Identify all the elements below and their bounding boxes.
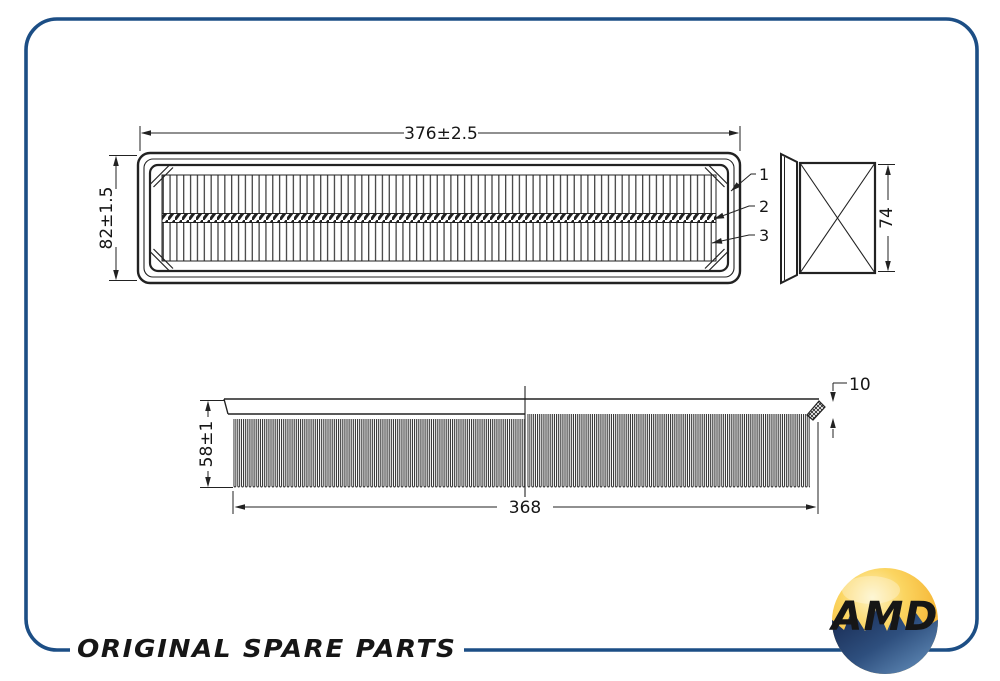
bottom-view-pleats	[233, 414, 810, 489]
dim-bottom-height-label: 58±1	[197, 420, 217, 468]
dim-side-height	[877, 165, 897, 272]
dim-bottom-length-label: 368	[508, 498, 542, 518]
amd-logo-text: AMD	[831, 594, 939, 640]
glue-band	[162, 213, 716, 223]
dim-side-height-label: 74	[877, 207, 897, 229]
top-view	[138, 153, 740, 283]
bottom-view	[224, 386, 825, 497]
bottom-view-rim	[224, 399, 819, 414]
dim-top-height	[97, 156, 137, 281]
side-view-flange	[781, 154, 797, 283]
dim-seal-thickness	[830, 375, 870, 438]
dim-top-width-label: 376±2.5	[404, 124, 478, 144]
callout-2-label: 2	[759, 197, 770, 216]
frame-border	[26, 19, 977, 663]
side-view-box	[800, 163, 875, 273]
callout-3-label: 3	[759, 226, 770, 245]
dim-top-width	[140, 124, 740, 151]
amd-logo	[829, 568, 939, 676]
callout-1-label: 1	[759, 165, 770, 184]
dim-seal-thickness-label: 10	[849, 375, 871, 395]
seal-wedge	[807, 401, 825, 420]
side-view	[781, 154, 875, 283]
dim-top-height-label: 82±1.5	[97, 186, 117, 250]
brand-text: ORIGINAL SPARE PARTS	[77, 634, 457, 664]
